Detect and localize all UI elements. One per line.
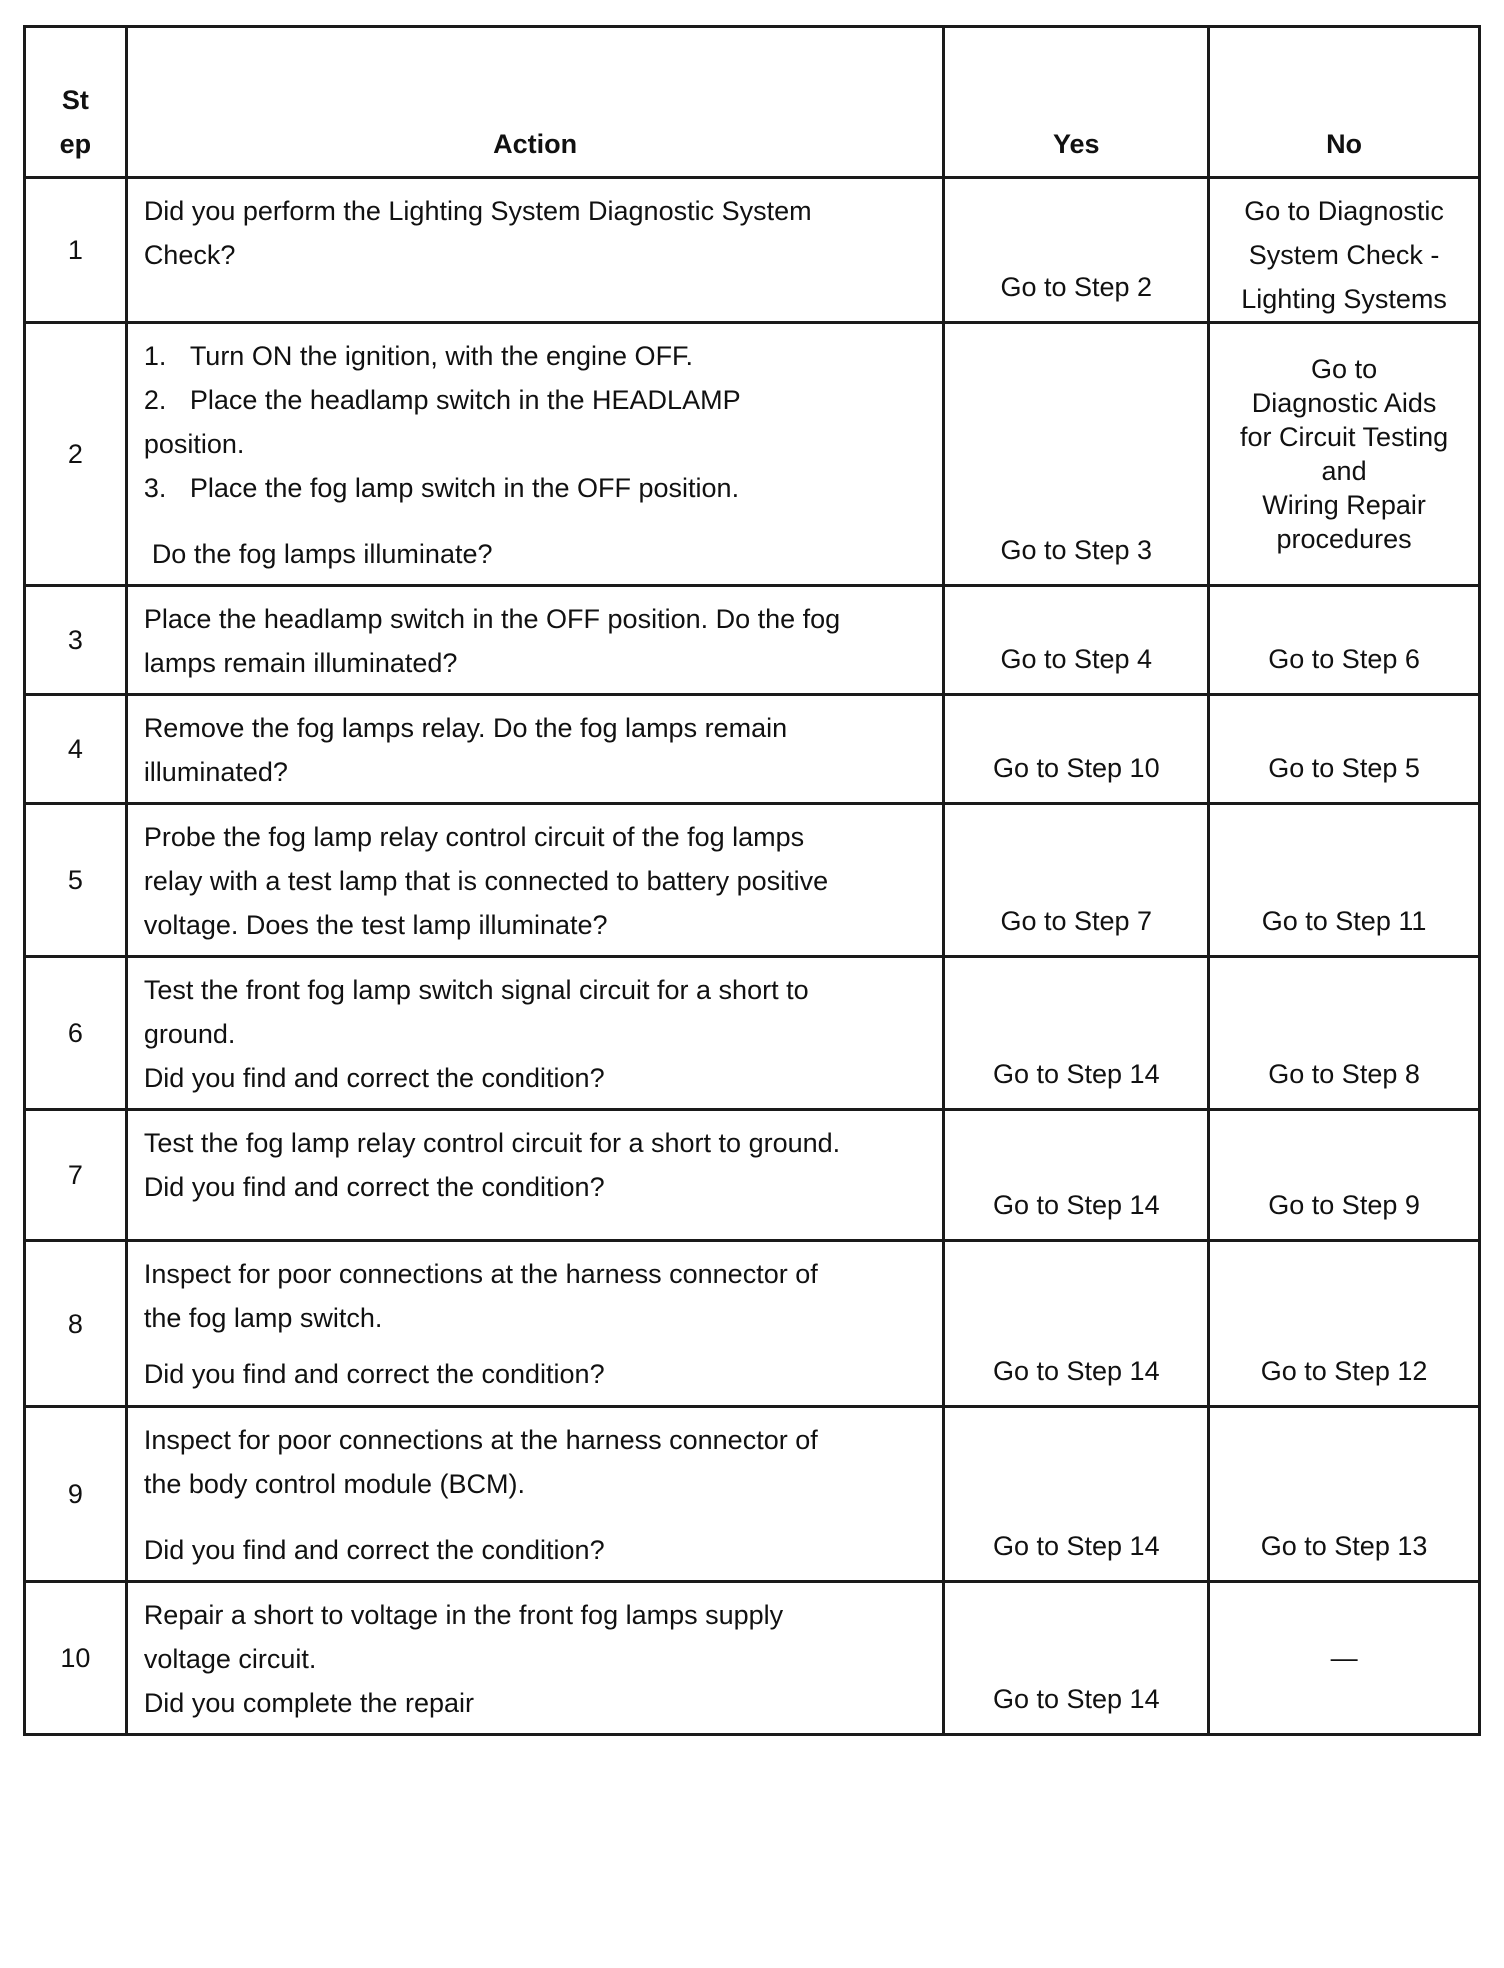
list-text: position. xyxy=(143,429,245,459)
no-line: for Circuit Testing xyxy=(1240,422,1449,452)
action-list-item xyxy=(144,466,929,510)
action-cell xyxy=(126,1582,944,1735)
action-line: Did you perform the Lighting System Diagnostic System xyxy=(143,196,812,226)
table-row xyxy=(25,804,1480,957)
action-line: relay with a test lamp that is connected to battery positive xyxy=(143,866,829,896)
step-number: 8 xyxy=(25,1241,127,1407)
no-cell: Go to Step 13 xyxy=(1209,1407,1480,1582)
action-line: Did you find and correct the condition? xyxy=(143,1172,605,1202)
table-row xyxy=(25,957,1480,1110)
action-line: Repair a short to voltage in the front fog lamps supply xyxy=(143,1600,784,1630)
step-number: 5 xyxy=(25,804,127,957)
header-step-line: ep xyxy=(59,129,92,159)
yes-cell: Go to Step 10 xyxy=(944,695,1209,804)
action-cell xyxy=(126,1110,944,1241)
step-number: 3 xyxy=(25,586,127,695)
action-list-item xyxy=(144,334,929,378)
header-step-line: St xyxy=(61,85,89,115)
action-line: lamps remain illuminated? xyxy=(143,648,458,678)
step-number: 2 xyxy=(25,323,127,586)
no-line: Go to xyxy=(1311,354,1378,384)
action-cell xyxy=(126,178,944,323)
action-list-item xyxy=(144,378,929,422)
action-question: Did you find and correct the condition? xyxy=(143,1359,605,1389)
action-line: Check? xyxy=(143,240,236,270)
action-cell xyxy=(126,957,944,1110)
table-row xyxy=(25,178,1480,323)
action-cell xyxy=(126,804,944,957)
no-cell: Go to Step 9 xyxy=(1209,1110,1480,1241)
header-step xyxy=(25,27,127,178)
table-row xyxy=(25,1241,1480,1407)
list-number: 2. xyxy=(143,385,167,415)
yes-cell: Go to Step 14 xyxy=(944,1407,1209,1582)
no-cell: Go to Step 12 xyxy=(1209,1241,1480,1407)
no-cell: Go to Step 5 xyxy=(1209,695,1480,804)
action-cell xyxy=(126,1407,944,1582)
no-line: Go to Diagnostic xyxy=(1244,196,1444,226)
no-cell: Go to Step 8 xyxy=(1209,957,1480,1110)
table-row xyxy=(25,1407,1480,1582)
action-line: voltage. Does the test lamp illuminate? xyxy=(143,910,608,940)
no-line: System Check - xyxy=(1248,240,1440,270)
yes-cell: Go to Step 14 xyxy=(944,957,1209,1110)
action-line: Inspect for poor connections at the harness connector of xyxy=(143,1259,818,1289)
yes-cell: Go to Step 4 xyxy=(944,586,1209,695)
no-line: Lighting Systems xyxy=(1241,284,1447,314)
action-line: the fog lamp switch. xyxy=(143,1303,383,1333)
action-line: Place the headlamp switch in the OFF position. Do the fog xyxy=(143,604,841,634)
action-line: Inspect for poor connections at the harness connector of xyxy=(143,1425,818,1455)
no-line: Diagnostic Aids xyxy=(1251,388,1437,418)
yes-cell: Go to Step 2 xyxy=(944,178,1209,323)
step-number: 6 xyxy=(25,957,127,1110)
spacer xyxy=(144,510,929,532)
action-line: Test the front fog lamp switch signal circuit for a short to xyxy=(143,975,809,1005)
header-no: No xyxy=(1209,27,1480,178)
action-question: Did you find and correct the condition? xyxy=(143,1535,605,1565)
action-line: illuminated? xyxy=(143,757,288,787)
list-text: Turn ON the ignition, with the engine OFF. xyxy=(189,341,694,371)
header-action: Action xyxy=(126,27,944,178)
spacer xyxy=(144,1506,929,1528)
no-line: and xyxy=(1321,456,1367,486)
action-cell xyxy=(126,323,944,586)
action-cell xyxy=(126,586,944,695)
no-cell: Go to Step 11 xyxy=(1209,804,1480,957)
no-cell: — xyxy=(1209,1582,1480,1735)
action-cell xyxy=(126,1241,944,1407)
step-number: 7 xyxy=(25,1110,127,1241)
action-list-item xyxy=(144,422,929,466)
yes-cell: Go to Step 7 xyxy=(944,804,1209,957)
yes-cell: Go to Step 3 xyxy=(944,323,1209,586)
action-line: ground. xyxy=(143,1019,236,1049)
list-text: Place the fog lamp switch in the OFF position. xyxy=(189,473,740,503)
action-line: Remove the fog lamps relay. Do the fog lamps remain xyxy=(143,713,788,743)
table-row xyxy=(25,1110,1480,1241)
diagnostic-table xyxy=(23,25,1481,1736)
action-line: Test the fog lamp relay control circuit for a short to ground. xyxy=(143,1128,841,1158)
action-line: the body control module (BCM). xyxy=(143,1469,525,1499)
table-row xyxy=(25,695,1480,804)
table-row xyxy=(25,1582,1480,1735)
action-line: Probe the fog lamp relay control circuit of the fog lamps xyxy=(143,822,805,852)
list-number: 3. xyxy=(143,473,167,503)
step-number: 4 xyxy=(25,695,127,804)
header-yes: Yes xyxy=(944,27,1209,178)
yes-cell: Go to Step 14 xyxy=(944,1241,1209,1407)
table-row xyxy=(25,323,1480,586)
no-cell xyxy=(1209,323,1480,586)
list-number: 1. xyxy=(143,341,167,371)
action-line: voltage circuit. xyxy=(143,1644,317,1674)
action-question: Do the fog lamps illuminate? xyxy=(151,539,493,569)
action-line: Did you find and correct the condition? xyxy=(143,1063,605,1093)
no-line: procedures xyxy=(1276,524,1412,554)
yes-cell: Go to Step 14 xyxy=(944,1582,1209,1735)
step-number: 1 xyxy=(25,178,127,323)
header-row xyxy=(25,27,1480,178)
action-cell xyxy=(126,695,944,804)
step-number: 9 xyxy=(25,1407,127,1582)
spacer xyxy=(144,1340,929,1352)
yes-cell: Go to Step 14 xyxy=(944,1110,1209,1241)
no-cell: Go to Step 6 xyxy=(1209,586,1480,695)
table-row xyxy=(25,586,1480,695)
step-number: 10 xyxy=(25,1582,127,1735)
no-cell xyxy=(1209,178,1480,323)
no-line: Wiring Repair xyxy=(1262,490,1426,520)
list-text: Place the headlamp switch in the HEADLAMP xyxy=(189,385,741,415)
action-line: Did you complete the repair xyxy=(143,1688,474,1718)
